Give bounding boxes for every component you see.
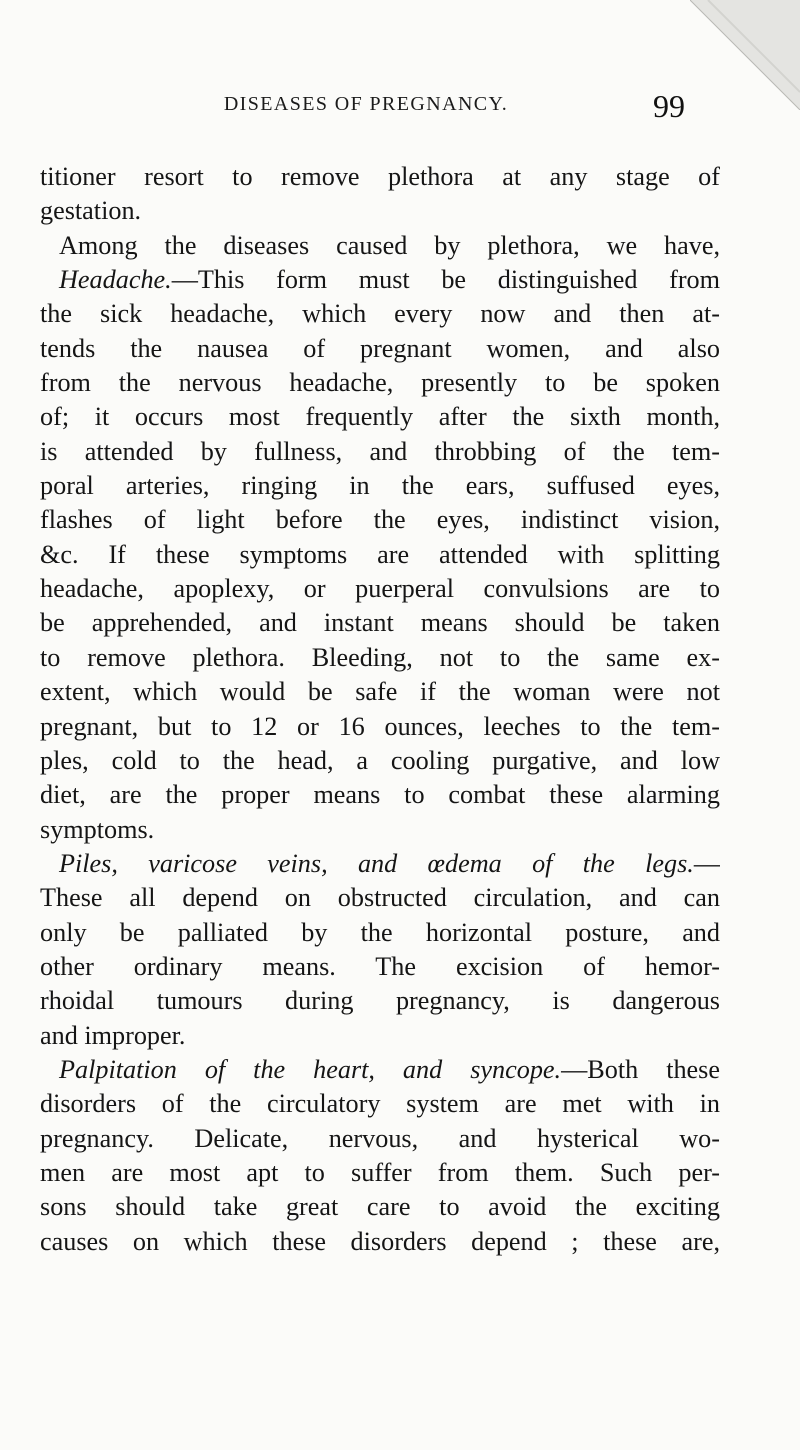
text-line: and improper.	[40, 1020, 186, 1050]
text-line: Piles, varicose veins, and œdema of the legs.—	[59, 848, 720, 878]
text-line: causes on which these disorders depend ; these are,	[40, 1226, 720, 1256]
section-title-piles: Piles, varicose veins, and œdema of the legs.	[59, 848, 694, 878]
text-line: gestation.	[40, 196, 142, 226]
text-line: poral arteries, ringing in the ears, suffused eyes,	[40, 471, 720, 501]
text-line: rhoidal tumours during pregnancy, is dangerous	[40, 986, 720, 1016]
section-title-headache: Headache.	[59, 265, 172, 295]
text-line: titioner resort to remove plethora at any stage of	[40, 162, 720, 191]
text-line: other ordinary means. The excision of hemor-	[40, 951, 720, 981]
page-header	[116, 88, 716, 124]
text-line: Headache.—This form must be distinguished from	[59, 265, 720, 295]
text-line: of; it occurs most frequently after the sixth month,	[40, 402, 720, 432]
text-line: ples, cold to the head, a cooling purgative, and low	[40, 745, 720, 775]
text-line: to remove plethora. Bleeding, not to the same ex-	[40, 642, 720, 672]
text-line: men are most apt to suffer from them. Such per-	[40, 1157, 720, 1187]
text-line: Palpitation of the heart, and syncope.—Both these	[59, 1054, 720, 1084]
section-title-palpitation: Palpitation of the heart, and syncope.	[59, 1054, 562, 1084]
text-line: Among the diseases caused by plethora, we have,	[59, 230, 720, 260]
text-line: pregnancy. Delicate, nervous, and hysterical wo-	[40, 1123, 720, 1153]
text-line: symptoms.	[40, 814, 155, 844]
text-line: tends the nausea of pregnant women, and also	[40, 333, 720, 363]
text-line: These all depend on obstructed circulation, and can	[40, 883, 720, 913]
text-line: disorders of the circulatory system are met with in	[40, 1089, 720, 1119]
text-line: the sick headache, which every now and then at-	[40, 299, 720, 329]
text-line: &c. If these symptoms are attended with splitting	[40, 539, 720, 569]
text-line: is attended by fullness, and throbbing of the tem-	[40, 436, 720, 466]
text-line: only be palliated by the horizontal posture, and	[40, 917, 720, 947]
text-line: extent, which would be safe if the woman were not	[40, 677, 720, 707]
page-number: 99	[653, 88, 685, 124]
running-head: DISEASES OF PREGNANCY.	[223, 93, 509, 115]
text-line: flashes of light before the eyes, indistinct vision,	[40, 505, 720, 535]
text-line: headache, apoplexy, or puerperal convulsions are to	[40, 574, 720, 604]
body-text	[40, 160, 720, 1259]
text-line: from the nervous headache, presently to be spoken	[40, 368, 720, 398]
text-line: diet, are the proper means to combat these alarming	[40, 780, 720, 810]
text-line: pregnant, but to 12 or 16 ounces, leeches to the tem-	[40, 711, 720, 741]
text-line: sons should take great care to avoid the exciting	[40, 1192, 720, 1222]
text-line: be apprehended, and instant means should be taken	[40, 608, 720, 638]
